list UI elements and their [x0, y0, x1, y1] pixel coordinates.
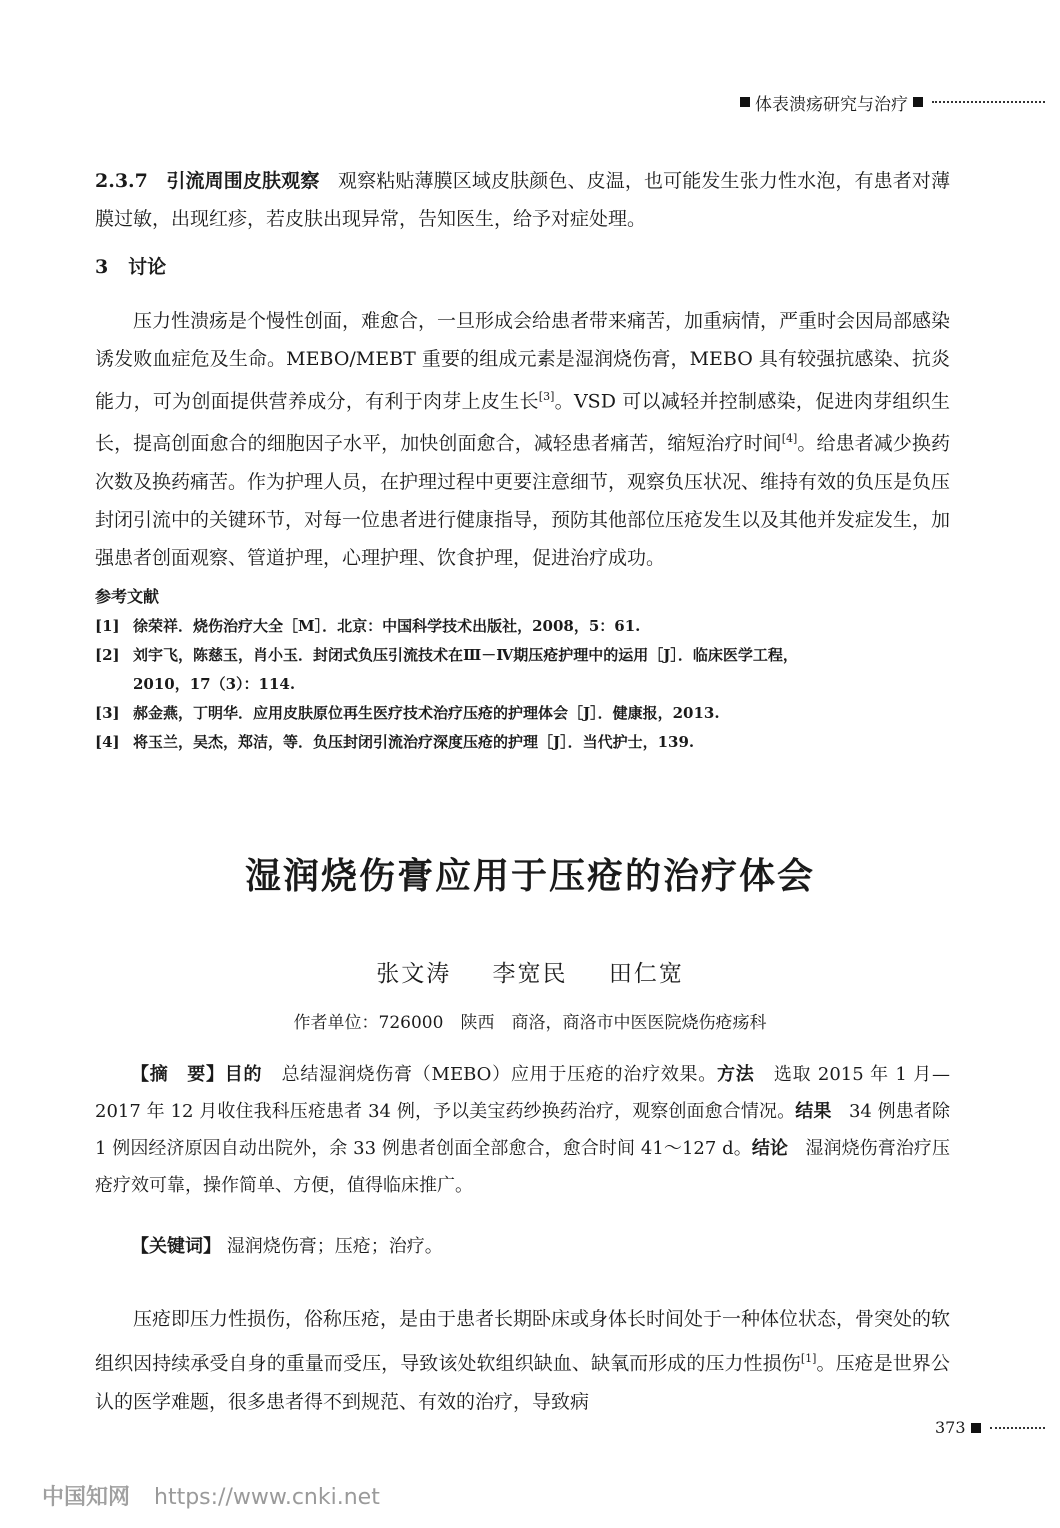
page-number: 373 — [935, 1418, 966, 1437]
objective-label: 目的 — [224, 1064, 263, 1085]
author-list — [0, 955, 1060, 988]
cnki-url: https://www.cnki.net — [154, 1485, 380, 1510]
intro-text-2: 。压疮是世界公认的医学难题，很多患者得不到规范、有效的治疗，导致病 — [95, 1352, 950, 1414]
abstract-label: 【摘 要】 — [131, 1064, 225, 1085]
citation-marker: [1] — [800, 1352, 817, 1365]
author-name: 李宽民 — [492, 961, 568, 987]
author-name: 田仁宽 — [608, 961, 684, 987]
section-3-heading — [95, 248, 950, 286]
reference-number: [1] — [95, 617, 120, 635]
keywords — [95, 1232, 950, 1258]
references-title: 参考文献 — [95, 587, 160, 606]
section-2-3-7 — [95, 162, 950, 238]
reference-text-continued: 2010，17（3）：114. — [133, 675, 296, 693]
reference-text: 刘宇飞，陈慈玉，肖小玉．封闭式负压引流技术在Ⅲ－Ⅳ期压疮护理中的运用［J］．临床医学工程， — [133, 646, 798, 664]
conclusion-label: 结论 — [751, 1138, 788, 1159]
reference-text: 徐荣祥．烧伤治疗大全［M］．北京：中国科学技术出版社，2008，5：61. — [133, 617, 641, 635]
reference-item — [95, 612, 950, 641]
discussion-text-1: 压力性溃疡是个慢性创面，难愈合，一旦形成会给患者带来痛苦，加重病情，严重时会因局部感染诱发败血症危及生命。MEBO/MEBT 重要的组成元素是湿润烧伤膏，MEBO 具有较强抗感染、抗炎能力，可为创面提供营养成分，有利于肉芽上皮生长 — [95, 310, 951, 413]
article-title: 湿润烧伤膏应用于压疮的治疗体会 — [244, 855, 815, 897]
results-text: 34 例患者除 1 例因经济原因自动出院外，余 33 例患者创面全部愈合，愈合时间 41～127 d。 — [95, 1101, 950, 1159]
square-bullet-icon — [971, 1423, 981, 1433]
page-number-block — [935, 1418, 1045, 1437]
reference-item — [95, 699, 950, 728]
intro-text-1: 压疮即压力性损伤，俗称压疮，是由于患者长期卧床或身体长时间处于一种体位状态，骨突处的软组织因持续承受自身的重量而受压，导致该处软组织缺血、缺氧而形成的压力性损伤 — [95, 1308, 951, 1375]
author-name: 张文涛 — [376, 961, 452, 987]
section-text: 观察粘贴薄膜区域皮肤颜色、皮温，也可能发生张力性水泡，有患者对薄膜过敏，出现红疹，若皮肤出现异常，告知医生，给予对症处理。 — [95, 170, 950, 230]
section-number: 3 — [95, 256, 109, 278]
citation-marker: [3] — [538, 390, 555, 403]
discussion-text-2: 。VSD 可以减轻并控制感染，促进肉芽组织生长，提高创面愈合的细胞因子水平，加快创面愈合，减轻患者痛苦，缩短治疗时间 — [95, 390, 950, 455]
watermark-footer — [42, 1480, 380, 1511]
cnki-logo: 中国知网 — [42, 1485, 131, 1510]
author-affiliation: 作者单位：726000 陕西 商洛，商洛市中医医院烧伤疮疡科 — [293, 1013, 767, 1033]
square-bullet-icon — [740, 97, 750, 107]
methods-text: 选取 2015 年 1 月—2017 年 12 月收住我科压疮患者 34 例，予以美宝药纱换药治疗，观察创面愈合情况。 — [95, 1064, 950, 1122]
section-heading: 引流周围皮肤观察 — [166, 170, 320, 192]
discussion-paragraph — [95, 302, 950, 577]
reference-item — [95, 641, 950, 670]
dotted-rule — [990, 1427, 1045, 1429]
objective-text: 总结湿润烧伤膏（MEBO）应用于压疮的治疗效果。 — [281, 1064, 718, 1085]
conclusion-text: 湿润烧伤膏治疗压疮疗效可靠，操作简单、方便，值得临床推广。 — [95, 1138, 951, 1196]
reference-number: [3] — [95, 704, 120, 722]
running-header — [735, 90, 1045, 114]
header-section-title: 体表溃疡研究与治疗 — [755, 94, 908, 115]
reference-item — [95, 728, 950, 757]
section-number: 2.3.7 — [95, 170, 148, 192]
keywords-label: 【关键词】 — [131, 1236, 221, 1257]
introduction-paragraph — [95, 1300, 950, 1422]
section-heading: 讨论 — [128, 256, 167, 278]
methods-label: 方法 — [717, 1064, 755, 1085]
keywords-text: 湿润烧伤膏；压疮；治疗。 — [226, 1236, 443, 1257]
reference-number: [4] — [95, 733, 120, 751]
results-label: 结果 — [795, 1101, 832, 1122]
reference-text: 将玉兰，吴杰，郑洁，等．负压封闭引流治疗深度压疮的护理［J］．当代护士，139. — [133, 733, 695, 751]
square-bullet-icon — [913, 97, 923, 107]
reference-text: 郝金燕，丁明华．应用皮肤原位再生医疗技术治疗压疮的护理体会［J］．健康报，2013. — [133, 704, 720, 722]
reference-list — [95, 612, 950, 757]
discussion-text-3: 。给患者减少换药次数及换药痛苦。作为护理人员，在护理过程中更要注意细节，观察负压状况、维持有效的负压是负压封闭引流中的关键环节，对每一位患者进行健康指导，预防其他部位压疮发生以及其他并发症发生，加强患者创面观察、管道护理，心理护理、饮食护理，促进治疗成功。 — [95, 432, 951, 569]
reference-number: [2] — [95, 646, 120, 664]
dotted-rule — [932, 101, 1045, 103]
abstract — [95, 1056, 950, 1204]
citation-marker: [4] — [781, 432, 798, 446]
